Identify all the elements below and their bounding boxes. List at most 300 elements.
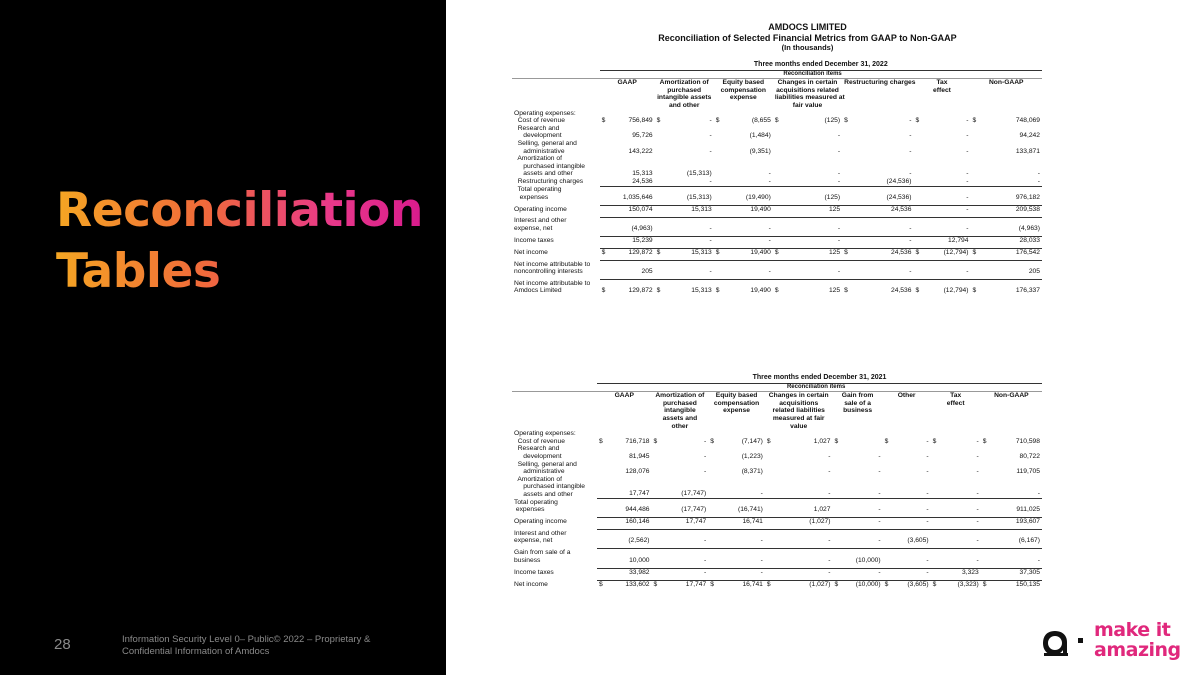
row-label: Operating income — [514, 518, 567, 526]
currency-symbol — [655, 236, 663, 244]
currency-symbol — [971, 125, 979, 140]
currency-symbol — [931, 530, 940, 545]
currency-symbol — [708, 530, 717, 545]
logo-dot — [1078, 638, 1083, 643]
cell-value: - — [909, 147, 912, 155]
currency-symbol: $ — [981, 580, 990, 588]
currency-symbol — [597, 518, 606, 526]
cell-value: - — [837, 147, 841, 155]
row-label: Selling, general and administrative — [517, 460, 577, 476]
currency-symbol — [913, 205, 921, 213]
currency-symbol — [971, 236, 979, 244]
currency-symbol — [652, 549, 661, 564]
cell-value: (3,605) — [891, 580, 930, 588]
table-row — [512, 549, 1042, 564]
currency-symbol — [971, 178, 979, 186]
cell-value: - — [717, 568, 765, 576]
document-units: (In thousands) — [781, 43, 834, 52]
cell-value: 1,035,646 — [608, 186, 655, 201]
cell-value: - — [891, 499, 930, 514]
cell-value: - — [660, 549, 708, 564]
cell-value: 10,000 — [606, 549, 652, 564]
cell-value: - — [722, 217, 773, 232]
cell-value: - — [837, 132, 841, 140]
currency-symbol: $ — [597, 580, 606, 588]
cell-value: - — [966, 132, 969, 140]
currency-symbol — [597, 530, 606, 545]
currency-symbol — [913, 236, 921, 244]
cell-value: 128,076 — [625, 468, 650, 476]
currency-symbol — [981, 530, 990, 545]
row-label: Research and development — [517, 445, 562, 460]
cell-value: - — [909, 117, 912, 125]
row-label: Total operating expenses — [514, 498, 558, 514]
column-header: Equity based compensation expense — [720, 79, 766, 102]
left-panel — [0, 0, 446, 675]
column-header: Non-GAAP — [988, 79, 1024, 87]
cell-value: - — [850, 217, 913, 232]
section-label: Operating expenses: — [514, 109, 576, 117]
cell-value: - — [768, 170, 771, 178]
currency-symbol — [655, 155, 663, 178]
cell-value: 17,747 — [629, 490, 650, 498]
row-label: Amortization of purchased intangible assets and other — [517, 475, 586, 498]
cell-value: - — [939, 530, 980, 545]
cell-value: (17,747) — [660, 499, 708, 514]
cell-value: 19,490 — [722, 205, 773, 213]
cell-value: 976,182 — [979, 186, 1042, 201]
currency-symbol — [833, 445, 842, 460]
currency-symbol — [597, 476, 606, 499]
table-row — [512, 438, 1042, 446]
column-header: Amortization of purchased intangible assets and other — [657, 79, 712, 109]
currency-symbol: $ — [600, 249, 608, 257]
cell-value: - — [1037, 170, 1040, 178]
currency-symbol — [600, 140, 608, 155]
currency-symbol — [971, 205, 979, 213]
currency-symbol: $ — [708, 580, 717, 588]
cell-value: 24,536 — [632, 177, 653, 185]
currency-symbol — [773, 261, 781, 276]
cell-value: - — [891, 568, 930, 576]
cell-value: (6,167) — [989, 530, 1042, 545]
currency-symbol: $ — [884, 437, 889, 445]
cell-value: 756,849 — [628, 117, 653, 125]
cell-value: - — [781, 217, 842, 232]
column-header: Tax effect — [946, 392, 965, 407]
cell-value: - — [966, 170, 969, 178]
currency-symbol: $ — [971, 249, 979, 257]
cell-value: 1,027 — [813, 437, 831, 445]
column-header: Changes in certain acquisitions related liabilities measured at fair value — [768, 392, 829, 430]
currency-symbol — [765, 568, 774, 576]
cell-value: 748,069 — [1015, 117, 1040, 125]
cell-value: (19,490) — [722, 186, 773, 201]
cell-value: 205 — [608, 261, 655, 276]
currency-symbol — [773, 236, 781, 244]
currency-symbol — [600, 178, 608, 186]
cell-value: (3,323) — [939, 580, 980, 588]
cell-value: - — [926, 452, 929, 460]
footer-text: Information Security Level 0– Public© 2022 – Proprietary & Confidential Information of Amdocs — [122, 634, 371, 657]
cell-value: - — [966, 147, 969, 155]
cell-value: 95,726 — [632, 132, 653, 140]
cell-value: (10,000) — [841, 580, 882, 588]
cell-value: - — [703, 468, 707, 476]
cell-value: - — [926, 437, 929, 445]
currency-symbol — [714, 178, 722, 186]
currency-symbol — [842, 236, 850, 244]
amdocs-logo — [1036, 620, 1186, 666]
cell-value: - — [891, 549, 930, 564]
cell-value: 911,025 — [989, 499, 1042, 514]
cell-value: - — [663, 217, 714, 232]
cell-value: - — [774, 549, 833, 564]
cell-value: - — [841, 530, 882, 545]
cell-value: - — [837, 170, 841, 178]
currency-symbol — [765, 518, 774, 526]
currency-symbol — [597, 445, 606, 460]
currency-symbol — [971, 155, 979, 178]
cell-value: - — [828, 452, 831, 460]
currency-symbol — [833, 530, 842, 545]
currency-symbol — [765, 549, 774, 564]
currency-symbol — [600, 261, 608, 276]
currency-symbol — [833, 476, 842, 499]
currency-symbol — [842, 178, 850, 186]
row-label: Operating income — [514, 205, 567, 213]
cell-value: (1,223) — [741, 452, 763, 460]
table-row — [512, 568, 1042, 576]
currency-symbol: $ — [774, 117, 779, 125]
cell-value — [841, 438, 882, 446]
column-header: Other — [897, 392, 916, 400]
cell-value: 125 — [781, 249, 842, 257]
currency-symbol — [652, 499, 661, 514]
currency-symbol — [913, 186, 921, 201]
cell-value: - — [878, 490, 881, 498]
cell-value: (7,147) — [741, 437, 763, 445]
currency-symbol — [600, 155, 608, 178]
row-label: Restructuring charges — [514, 178, 584, 186]
tagline-line1: make it — [1094, 619, 1171, 641]
cell-value: - — [660, 530, 708, 545]
column-header: GAAP — [614, 392, 634, 400]
cell-value: - — [850, 261, 913, 276]
currency-symbol — [842, 186, 850, 201]
column-headers — [512, 392, 1042, 430]
cell-value: 716,718 — [625, 437, 650, 445]
cell-value: 24,536 — [850, 280, 913, 295]
cell-value: 15,313 — [663, 205, 714, 213]
cell-value: - — [878, 452, 881, 460]
currency-symbol: $ — [601, 117, 606, 125]
cell-value: 176,337 — [979, 280, 1042, 295]
cell-value: 94,242 — [1019, 132, 1040, 140]
currency-symbol — [883, 499, 892, 514]
currency-symbol — [931, 499, 940, 514]
row-label: Income taxes — [514, 568, 554, 576]
currency-symbol — [883, 549, 892, 564]
cell-value: - — [709, 177, 712, 185]
cell-value: - — [663, 261, 714, 276]
section-label: Operating expenses: — [514, 430, 576, 438]
cell-value: - — [922, 186, 971, 201]
currency-symbol — [655, 205, 663, 213]
section-row — [512, 430, 1042, 438]
currency-symbol: $ — [714, 249, 722, 257]
currency-symbol — [981, 476, 990, 499]
cell-value: 944,486 — [606, 499, 652, 514]
currency-symbol — [714, 205, 722, 213]
cell-value: - — [909, 170, 912, 178]
cell-value: - — [717, 530, 765, 545]
currency-symbol — [600, 125, 608, 140]
cell-value: (4,963) — [608, 217, 655, 232]
currency-symbol — [931, 518, 940, 526]
section-row — [512, 110, 1042, 118]
currency-symbol — [971, 261, 979, 276]
cell-value: - — [828, 490, 831, 498]
cell-value: - — [837, 177, 841, 185]
reconciliation-table-2022 — [512, 61, 1042, 295]
currency-symbol — [883, 518, 892, 526]
cell-value: 133,602 — [606, 580, 652, 588]
period-header: Three months ended December 31, 2022 — [600, 61, 1042, 70]
currency-symbol — [981, 499, 990, 514]
cell-value: 125 — [781, 205, 842, 213]
currency-symbol — [597, 461, 606, 476]
currency-symbol: $ — [971, 280, 979, 295]
currency-symbol: $ — [842, 249, 850, 257]
currency-symbol: $ — [773, 280, 781, 295]
currency-symbol — [714, 125, 722, 140]
table-row — [512, 280, 1042, 295]
currency-symbol — [652, 461, 661, 476]
table-row — [512, 117, 1042, 125]
cell-value: 119,705 — [1016, 468, 1040, 476]
cell-value: - — [709, 117, 712, 125]
currency-symbol — [765, 461, 774, 476]
reconciliation-items-header: Reconciliation items — [655, 70, 971, 79]
row-label: Interest and other expense, net — [514, 529, 567, 545]
page-number: 28 — [54, 636, 71, 653]
cell-value: - — [703, 452, 707, 460]
cell-value: (24,536) — [850, 186, 913, 201]
cell-value: (15,313) — [686, 170, 712, 178]
cell-value: - — [768, 177, 771, 185]
cell-value: - — [774, 568, 833, 576]
cell-value: (8,655 — [751, 117, 771, 125]
cell-value: 209,538 — [979, 205, 1042, 213]
row-label: Gain from sale of a business — [514, 548, 571, 564]
currency-symbol — [765, 476, 774, 499]
currency-symbol: $ — [915, 117, 920, 125]
reconciliation-items-header: Reconciliation items — [652, 383, 981, 392]
currency-symbol: $ — [833, 580, 842, 588]
currency-symbol — [655, 125, 663, 140]
currency-symbol: $ — [715, 117, 720, 125]
currency-symbol — [981, 568, 990, 576]
cell-value: - — [781, 236, 842, 244]
cell-value: - — [891, 518, 930, 526]
cell-value: - — [709, 147, 712, 155]
cell-value: 15,313 — [632, 170, 653, 178]
slide-title-line2: Tables — [56, 244, 221, 299]
cell-value: (3,605) — [891, 530, 930, 545]
cell-value: - — [922, 217, 971, 232]
table-row — [512, 476, 1042, 499]
cell-value: 16,741 — [717, 580, 765, 588]
cell-value: 193,607 — [989, 518, 1042, 526]
cell-value: - — [976, 468, 979, 476]
currency-symbol: $ — [600, 280, 608, 295]
cell-value: - — [841, 518, 882, 526]
document-subtitle: Reconciliation of Selected Financial Metrics from GAAP to Non-GAAP — [658, 32, 957, 43]
cell-value: 1,027 — [774, 499, 833, 514]
currency-symbol: $ — [599, 437, 603, 445]
table-row — [512, 205, 1042, 213]
cell-value: 24,536 — [850, 205, 913, 213]
cell-value: 150,135 — [989, 580, 1042, 588]
currency-symbol — [833, 568, 842, 576]
currency-symbol — [652, 530, 661, 545]
table-row — [512, 236, 1042, 244]
currency-symbol: $ — [773, 249, 781, 257]
cell-value: - — [939, 499, 980, 514]
cell-value: 28,033 — [979, 236, 1042, 244]
table-row — [512, 125, 1042, 140]
currency-symbol — [652, 476, 661, 499]
currency-symbol — [600, 217, 608, 232]
cell-value: 33,982 — [606, 568, 652, 576]
currency-symbol — [773, 155, 781, 178]
cell-value: 81,945 — [629, 452, 650, 460]
cell-value: - — [1037, 177, 1040, 185]
table-row — [512, 445, 1042, 460]
cell-value: (4,963) — [979, 217, 1042, 232]
cell-value: - — [722, 236, 773, 244]
row-label: Income taxes — [514, 236, 554, 244]
currency-symbol: $ — [656, 117, 661, 125]
cell-value: (1,027) — [774, 580, 833, 588]
currency-symbol — [842, 140, 850, 155]
currency-symbol — [655, 261, 663, 276]
cell-value: (12,794) — [922, 249, 971, 257]
amdocs-a-icon — [1040, 628, 1070, 658]
table-row — [512, 530, 1042, 545]
currency-symbol: $ — [766, 437, 771, 445]
currency-symbol — [913, 155, 921, 178]
cell-value: - — [922, 261, 971, 276]
cell-value: - — [850, 236, 913, 244]
cell-value: 80,722 — [1019, 452, 1040, 460]
cell-value: 710,598 — [1015, 437, 1040, 445]
currency-symbol — [655, 217, 663, 232]
cell-value: - — [926, 490, 929, 498]
cell-value: - — [841, 568, 882, 576]
document-title — [600, 22, 1015, 54]
cell-value: - — [781, 261, 842, 276]
currency-symbol — [773, 140, 781, 155]
cell-value: - — [926, 468, 929, 476]
cell-value: (16,741) — [717, 499, 765, 514]
currency-symbol — [833, 549, 842, 564]
cell-value: - — [878, 468, 881, 476]
currency-symbol — [773, 217, 781, 232]
currency-symbol — [714, 217, 722, 232]
tagline-line2: amazing — [1094, 639, 1181, 661]
currency-symbol — [714, 140, 722, 155]
currency-symbol: $ — [834, 437, 839, 445]
currency-symbol — [981, 549, 990, 564]
currency-symbol — [883, 530, 892, 545]
cell-value: 37,305 — [989, 568, 1042, 576]
slide-title — [56, 180, 423, 302]
currency-symbol — [931, 445, 940, 460]
currency-symbol: $ — [655, 280, 663, 295]
slide-title-line1: Reconciliation — [56, 183, 423, 238]
column-header: Changes in certain acquisitions related liabilities measured at fair value — [774, 79, 845, 109]
cell-value: 15,313 — [663, 280, 714, 295]
currency-symbol — [842, 205, 850, 213]
row-label: Amortization of purchased intangible assets and other — [517, 155, 586, 178]
currency-symbol: $ — [982, 437, 987, 445]
cell-value: - — [660, 568, 708, 576]
cell-value: 143,222 — [628, 147, 653, 155]
row-label: Cost of revenue — [514, 437, 565, 445]
currency-symbol — [708, 518, 717, 526]
cell-value: - — [828, 468, 831, 476]
row-label: Interest and other expense, net — [514, 217, 567, 232]
table-row — [512, 186, 1042, 201]
row-label: Cost of revenue — [514, 117, 565, 125]
row-label: Selling, general and administrative — [517, 139, 577, 155]
cell-value: 24,536 — [850, 249, 913, 257]
currency-symbol: $ — [653, 437, 658, 445]
cell-value: 15,313 — [663, 249, 714, 257]
cell-value: - — [909, 132, 912, 140]
currency-symbol — [913, 217, 921, 232]
column-header: Non-GAAP — [994, 392, 1029, 400]
table-row — [512, 249, 1042, 257]
currency-symbol: $ — [932, 437, 937, 445]
cell-value: - — [939, 518, 980, 526]
cell-value: 16,741 — [717, 518, 765, 526]
currency-symbol — [883, 461, 892, 476]
currency-symbol — [773, 205, 781, 213]
cell-value: 205 — [979, 261, 1042, 276]
currency-symbol: $ — [710, 437, 714, 445]
currency-symbol — [883, 476, 892, 499]
currency-symbol — [833, 461, 842, 476]
row-label: Total operating expenses — [517, 186, 562, 201]
currency-symbol — [931, 568, 940, 576]
cell-value: 19,490 — [722, 280, 773, 295]
table-row — [512, 461, 1042, 476]
cell-value: - — [760, 490, 763, 498]
column-header: Restructuring charges — [844, 79, 916, 87]
cell-value: - — [663, 236, 714, 244]
currency-symbol: $ — [913, 280, 921, 295]
table-row — [512, 217, 1042, 232]
reconciliation-table-2021 — [512, 374, 1042, 588]
currency-symbol — [597, 549, 606, 564]
currency-symbol — [913, 178, 921, 186]
currency-symbol: $ — [844, 117, 848, 125]
currency-symbol — [833, 499, 842, 514]
column-header: GAAP — [617, 79, 637, 87]
